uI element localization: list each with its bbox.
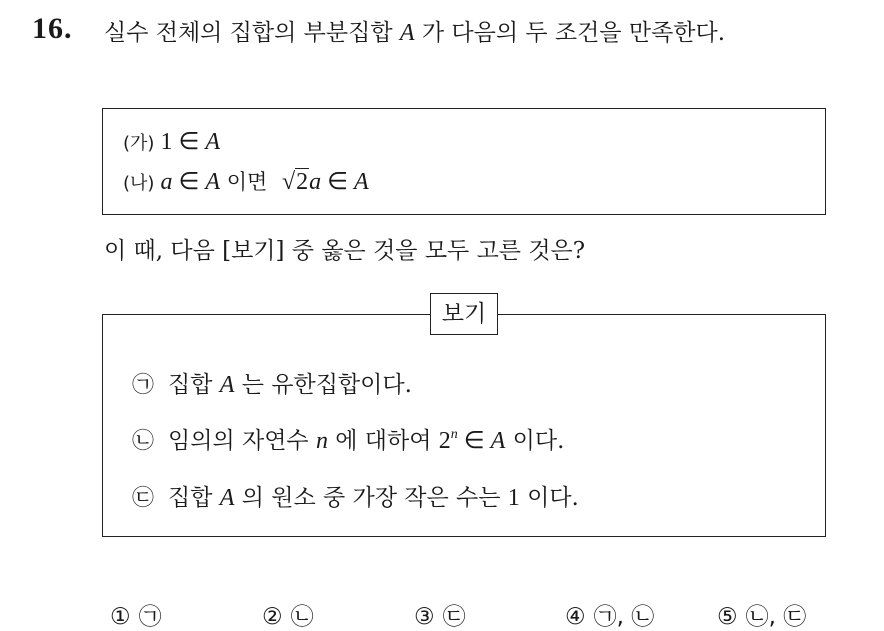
condition-connector: 이면 [220,170,274,194]
choice-4[interactable] [565,598,654,631]
set-symbol: A [219,485,235,511]
choice-answer: ㉠ [138,604,162,630]
conditions-box [102,108,826,215]
bogi-item-nieun [132,422,564,455]
choice-answer: ㉡ [290,604,314,630]
item-text: 의 원소 중 가장 작은 수는 [234,485,508,511]
choice-number: ③ [414,604,435,630]
answer-choices [0,598,884,628]
question-prompt: 이 때, 다음 [보기] 중 옳은 것을 모두 고른 것은? [104,238,586,264]
condition-tag: (가) [123,133,155,154]
choice-1[interactable] [110,598,162,631]
choice-3[interactable] [414,598,466,631]
item-text: 이다. [505,428,565,454]
item-marker: ㉠ [132,373,155,398]
condition-ga [123,127,220,156]
bogi-item-giyeok [132,366,412,399]
choice-answer: ㉡, ㉢ [745,604,807,630]
set-symbol: A [490,428,506,454]
bogi-label: 보기 [430,293,498,335]
item-marker: ㉡ [132,429,155,454]
item-text: 집합 [168,485,220,511]
bogi-item-digeut [132,479,579,512]
element-of-symbol: ∈ [321,169,355,195]
number-one: 1 [507,485,520,511]
choice-2[interactable] [262,598,314,631]
set-symbol: A [399,20,415,46]
element-of-symbol: ∈ [457,428,491,454]
element-of-symbol: ∈ [172,169,206,195]
set-symbol: A [354,169,369,195]
condition-tag: (나) [123,173,155,194]
variable-a: a [309,169,322,195]
sqrt-expression [282,169,309,196]
variable-n: n [315,428,328,454]
stem-text-before: 실수 전체의 집합의 부분집합 [104,20,400,46]
item-text: 집합 [168,372,220,398]
item-text: 임의의 자연수 [168,428,316,454]
power-exponent: n [450,427,458,442]
question-number: 16. [32,12,73,45]
sqrt-symbol: √ [281,169,296,195]
choice-number: ⑤ [717,604,738,630]
item-text: 에 대하여 [327,428,439,454]
stem-text-after: 가 다음의 두 조건을 만족한다. [414,20,726,46]
variable-a: a [160,169,173,195]
set-symbol: A [219,372,235,398]
item-marker: ㉢ [132,486,155,511]
choice-number: ④ [565,604,586,630]
choice-number: ① [110,604,131,630]
power-base: 2 [438,428,451,454]
condition-text: 1 ∈ [160,129,206,155]
choice-5[interactable] [717,598,806,631]
item-text: 는 유한집합이다. [234,372,412,398]
set-symbol: A [205,169,221,195]
radicand: 2 [296,169,309,195]
choice-answer: ㉠, ㉡ [593,604,655,630]
choice-answer: ㉢ [442,604,466,630]
item-text: 이다. [519,485,579,511]
choice-number: ② [262,604,283,630]
condition-na [123,166,369,196]
set-symbol: A [205,129,221,155]
question-stem [104,14,725,47]
